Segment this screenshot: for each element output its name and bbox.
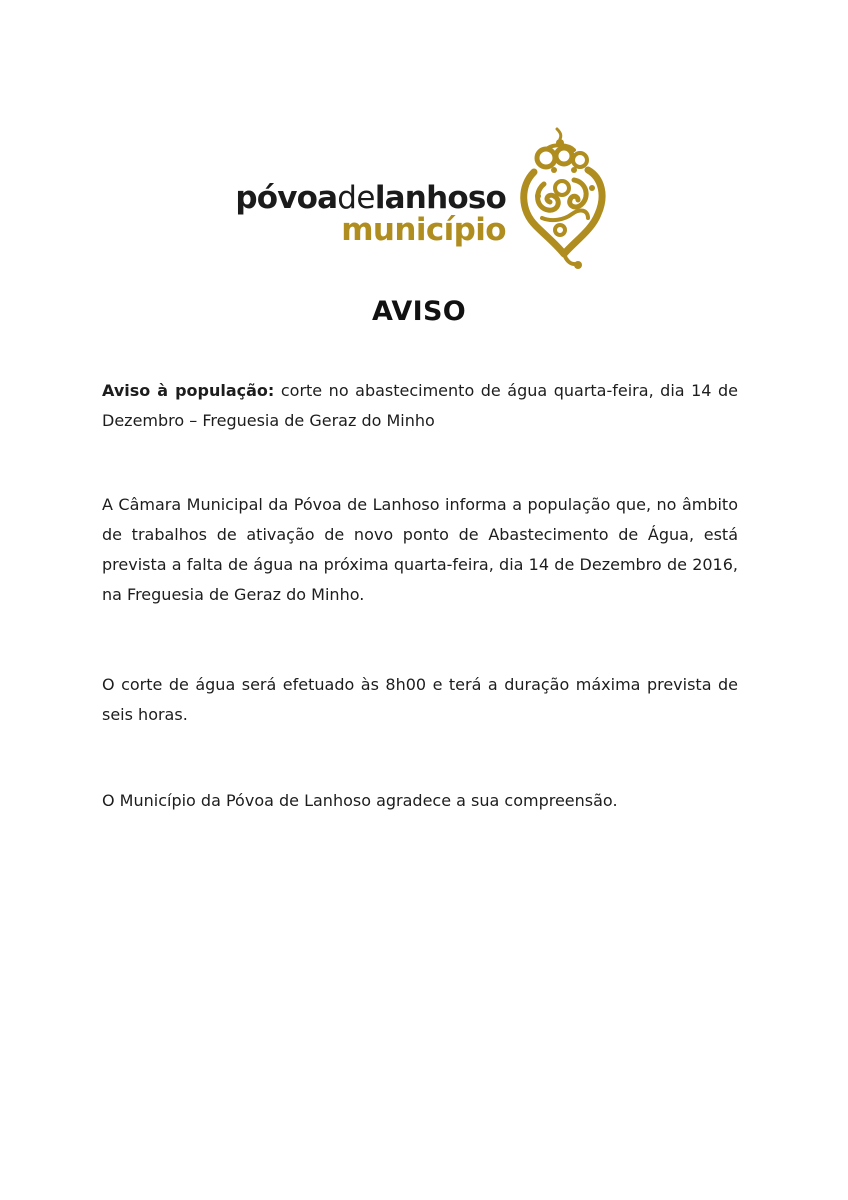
body-paragraph-1: [102, 490, 738, 610]
logo-wordmark-line2: município: [341, 212, 506, 248]
municipality-logo: [232, 126, 612, 272]
logo-wordmark: [232, 178, 522, 258]
body-paragraph-2: [102, 670, 738, 730]
page-title: AVISO: [372, 296, 466, 327]
body-paragraph-3: [102, 786, 738, 816]
body-paragraph-2-text: O corte de água será efetuado às 8h00 e terá a duração máxima prevista de seis horas.: [102, 675, 738, 724]
logo-word-de: de: [337, 180, 375, 216]
intro-paragraph: [102, 376, 738, 436]
intro-text: corte no abastecimento de água quarta-feira, dia 14 de Dezembro – Freguesia de Geraz do Minho: [102, 381, 739, 430]
body-paragraph-3-text: O Município da Póvoa de Lanhoso agradece a sua compreensão.: [102, 791, 618, 810]
logo-word-povoa: póvoa: [235, 180, 338, 216]
filigree-heart-emblem-icon: [516, 126, 608, 272]
logo-word-lanhoso: lanhoso: [374, 180, 506, 216]
intro-lead: Aviso à população:: [102, 381, 275, 400]
body-paragraph-1-text: A Câmara Municipal da Póvoa de Lanhoso informa a população que, no âmbito de trabalhos de ativação de novo ponto de Abastecimento de Água, está prevista a falta de água na próxima quarta-feira, dia 14 de Dezembro de 2016, na Freguesia de Geraz do Minho.: [102, 495, 738, 604]
